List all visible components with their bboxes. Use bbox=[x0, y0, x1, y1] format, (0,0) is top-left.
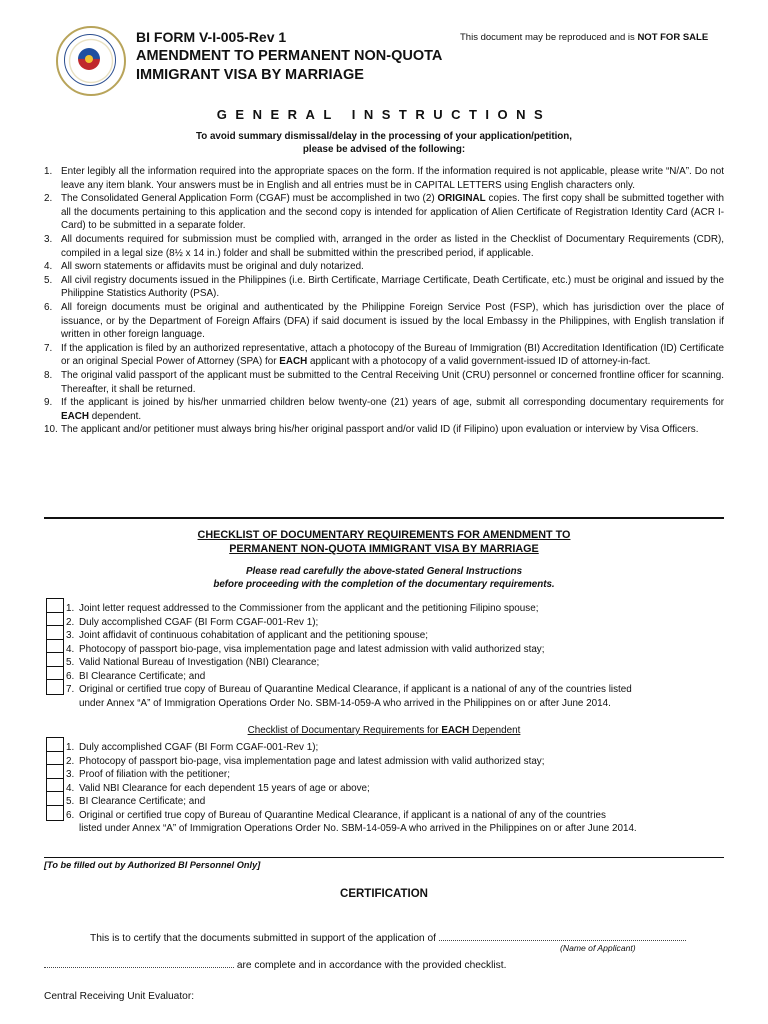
checklist-item: 6. BI Clearance Certificate; and bbox=[46, 670, 726, 684]
checklist-item: 2. Photocopy of passport bio-page, visa implementation page and latest admission with valid authorized stay; bbox=[46, 755, 726, 769]
form-title: AMENDMENT TO PERMANENT NON-QUOTA IMMIGRANT VISA BY MARRIAGE bbox=[136, 48, 443, 83]
instruction-item: 1. Enter legibly all the information required into the appropriate spaces on the form. If the information required is not applicable, please write “N/A”. Do not leave any item blank. Your answers must be in English and all entries must be in CAPITAL LETTERS using English characters only. bbox=[44, 166, 724, 191]
advise-note: To avoid summary dismissal/delay in the processing of your application/petition, please be advised of the following: bbox=[196, 131, 572, 155]
dependent-checklist-heading: Checklist of Documentary Requirements for EACH Dependent bbox=[247, 725, 521, 736]
reproduction-note: This document may be reproduced and is NOT FOR SALE bbox=[460, 32, 709, 43]
instruction-item: 6. All foreign documents must be original and authenticated by the Philippine Foreign Service Post (FSP), which has jurisdiction over the place of issuance, or by the Department of Foreign Affairs (DFA) if said document is issued by the local Embassy in the Philippines, with English translation if written in other foreign language. bbox=[44, 301, 724, 341]
certification-line-1: This is to certify that the documents submitted in support of the application of bbox=[90, 930, 686, 944]
bi-personnel-note: [To be filled out by Authorized BI Personnel Only] bbox=[44, 860, 261, 870]
checklist-item: 4. Photocopy of passport bio-page, visa implementation page and latest admission with valid authorized stay; bbox=[46, 643, 726, 657]
instruction-item: 8. The original valid passport of the applicant must be submitted to the Central Receiving Unit (CRU) personnel or concerned frontline officer for scanning. Thereafter, it shall be returned. bbox=[44, 369, 724, 395]
checklist-item: 1. Joint letter request addressed to the Commissioner from the applicant and the petitioning Filipino spouse; bbox=[46, 602, 726, 616]
checklist-item: 5. BI Clearance Certificate; and bbox=[46, 795, 726, 809]
form-code: BI FORM V-I-005-Rev 1 bbox=[136, 29, 287, 45]
checklist-item: 1. Duly accomplished CGAF (BI Form CGAF-001-Rev 1); bbox=[46, 741, 726, 755]
checklist-item: 6. Original or certified true copy of Bureau of Quarantine Medical Clearance, if applicant is a national of any of the countries listed under Annex “A” of Immigration Operations Order No. SBM-14-059-A who arrived in the Philippines on or after June 2014. bbox=[46, 809, 726, 836]
instruction-item: 3. All documents required for submission must be complied with, arranged in the order as listed in the Checklist of Documentary Requirements (CDR), compiled in a legal size (8½ x 14 in.) folder and shall be submitted within the prescribed period, if applicable. bbox=[44, 233, 724, 259]
checkbox[interactable] bbox=[46, 805, 64, 821]
checklist-heading: CHECKLIST OF DOCUMENTARY REQUIREMENTS FOR AMENDMENT TO PERMANENT NON-QUOTA IMMIGRANT VISA BY MARRIAGE bbox=[197, 529, 571, 555]
instruction-item: 10. The applicant and/or petitioner must always bring his/her original passport and/or valid ID (if Filipino) upon evaluation or interview by Visa Officers. bbox=[44, 424, 699, 436]
name-of-applicant-caption: (Name of Applicant) bbox=[560, 943, 636, 953]
instruction-item: 7. If the application is filed by an authorized representative, attach a photocopy of the Bureau of Immigration (BI) Accreditation Identification (ID) Certificate or an original Special Power of Attorney (SPA) for EACH applicant with a photocopy of a valid government-issued ID of attorney-in-fact. bbox=[44, 342, 724, 368]
general-instructions-heading: GENERAL INSTRUCTIONS bbox=[216, 107, 552, 122]
checklist-item: 2. Duly accomplished CGAF (BI Form CGAF-001-Rev 1); bbox=[46, 616, 726, 630]
checklist-dependent bbox=[46, 741, 726, 836]
instruction-item: 9. If the applicant is joined by his/her unmarried children below twenty-one (21) years of age, submit all corresponding documentary requirements for EACH dependent. bbox=[44, 397, 724, 422]
checklist-item: 7. Original or certified true copy of Bureau of Quarantine Medical Clearance, if applicant is a national of any of the countries listed under Annex “A” of Immigration Operations Order No. SBM-14-059-A who arrived in the Philippines on or after June 2014. bbox=[46, 683, 726, 710]
certification-line-2: are complete and in accordance with the provided checklist. bbox=[44, 957, 506, 971]
bureau-seal-icon bbox=[56, 26, 126, 96]
not-for-sale: NOT FOR SALE bbox=[637, 32, 709, 43]
checklist-item: 3. Proof of filiation with the petitioner; bbox=[46, 768, 726, 782]
checklist-main bbox=[46, 602, 726, 710]
certification-heading: CERTIFICATION bbox=[340, 888, 428, 900]
evaluator-field[interactable] bbox=[44, 957, 234, 968]
instruction-item: 2. The Consolidated General Application Form (CGAF) must be accomplished in two (2) ORIGINAL copies. The first copy shall be submitted together with all the documents pertaining to this application and the second copy is intended for application of Alien Certificate of Registration Identity Card (ACR I-Card) to be submitted in a separate folder. bbox=[44, 193, 724, 232]
general-instructions-list bbox=[44, 165, 724, 437]
instruction-item: 5. All civil registry documents issued in the Philippines (i.e. Birth Certificate, Marriage Certificate, Death Certificate, etc.) must be original and issued by the Philippine Statistics Authority (PSA). bbox=[44, 274, 724, 300]
applicant-name-field[interactable] bbox=[439, 930, 686, 941]
checkbox[interactable] bbox=[46, 679, 64, 695]
evaluator-label: Central Receiving Unit Evaluator: bbox=[44, 991, 195, 1002]
section-divider bbox=[44, 517, 724, 519]
instruction-item: 4. All sworn statements or affidavits must be original and duly notarized. bbox=[44, 261, 364, 273]
checklist-item: 4. Valid NBI Clearance for each dependent 15 years of age or above; bbox=[46, 782, 726, 796]
checklist-item: 3. Joint affidavit of continuous cohabitation of applicant and the petitioning spouse; bbox=[46, 629, 726, 643]
read-carefully-note: Please read carefully the above-stated General Instructions before proceeding with the completion of the documentary requirements. bbox=[213, 566, 555, 590]
certification-divider bbox=[44, 857, 724, 858]
checklist-item: 5. Valid National Bureau of Investigation (NBI) Clearance; bbox=[46, 656, 726, 670]
